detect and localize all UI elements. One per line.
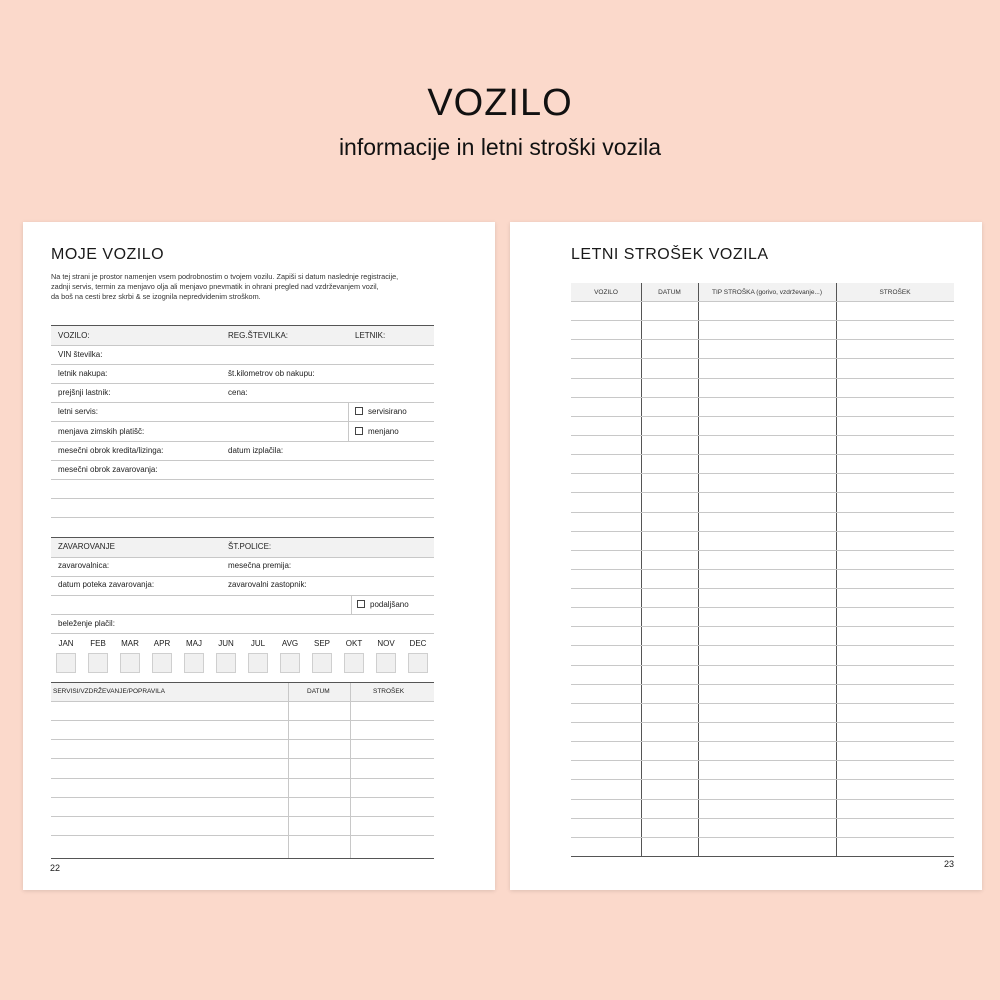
purchase-year-label[interactable]: letnik nakupa: bbox=[58, 369, 108, 378]
month-label: DEC bbox=[409, 639, 427, 648]
row-rule bbox=[51, 835, 434, 836]
extended-label: podaljšano bbox=[370, 600, 409, 609]
header-subtitle: informacije in letni stroški vozila bbox=[338, 134, 662, 160]
right-page-title: LETNI STROŠEK VOZILA bbox=[571, 246, 769, 263]
row-rule bbox=[51, 460, 434, 461]
changed-label: menjano bbox=[368, 427, 399, 436]
row-rule bbox=[51, 816, 434, 817]
vehicle-col-header: VOZILO bbox=[594, 289, 618, 296]
row-rule bbox=[571, 703, 954, 704]
row-rule bbox=[51, 614, 434, 615]
intro-line-2: zadnji servis, termin za menjavo olja ali menjavo pnevmatik in ohrani pregled nad vzdrževanjem vozil, bbox=[51, 282, 379, 291]
page-number: 22 bbox=[50, 863, 61, 873]
vehicle-label: VOZILO: bbox=[58, 331, 90, 340]
row-rule bbox=[571, 358, 954, 359]
row-rule bbox=[571, 741, 954, 742]
monthly-premium-label[interactable]: mesečna premija: bbox=[228, 561, 292, 570]
intro-text bbox=[51, 272, 451, 302]
month-label: JUL bbox=[250, 639, 266, 648]
row-rule bbox=[571, 837, 954, 838]
checkbox-icon bbox=[355, 407, 363, 415]
row-rule bbox=[51, 557, 434, 558]
annual-service-label[interactable]: letni servis: bbox=[58, 407, 99, 416]
month-checkbox[interactable] bbox=[120, 653, 140, 673]
row-rule bbox=[51, 797, 434, 798]
row-rule bbox=[51, 701, 434, 702]
row-rule bbox=[51, 739, 434, 740]
left-page bbox=[23, 222, 495, 890]
month-checkbox[interactable] bbox=[248, 653, 268, 673]
row-rule bbox=[51, 402, 434, 403]
vin-label[interactable]: VIN številka: bbox=[58, 350, 103, 359]
serviced-label: servisirano bbox=[368, 407, 407, 416]
row-rule bbox=[51, 383, 434, 384]
month-checkbox[interactable] bbox=[56, 653, 76, 673]
row-rule bbox=[571, 760, 954, 761]
service-table-bottom-rule bbox=[51, 858, 434, 859]
right-page bbox=[510, 222, 982, 890]
year-label: LETNIK: bbox=[355, 331, 386, 340]
row-rule bbox=[571, 569, 954, 570]
row-rule bbox=[571, 607, 954, 608]
month-label: MAJ bbox=[186, 639, 202, 648]
loan-installment-label[interactable]: mesečni obrok kredita/lizinga: bbox=[58, 446, 164, 455]
checkbox-divider bbox=[351, 595, 352, 614]
row-rule bbox=[571, 339, 954, 340]
month-label: OKT bbox=[345, 639, 363, 648]
extended-checkbox[interactable] bbox=[357, 600, 409, 609]
service-col-header: SERVISI/VZDRŽEVANJE/POPRAVILA bbox=[53, 688, 165, 695]
row-rule bbox=[571, 550, 954, 551]
previous-owner-label[interactable]: prejšnji lastnik: bbox=[58, 388, 111, 397]
row-rule bbox=[571, 531, 954, 532]
left-page-title: MOJE VOZILO bbox=[51, 246, 165, 263]
row-rule bbox=[571, 818, 954, 819]
service-col-divider bbox=[288, 683, 289, 858]
payment-date-label[interactable]: datum izplačila: bbox=[228, 446, 284, 455]
month-label: APR bbox=[153, 639, 171, 648]
month-checkbox[interactable] bbox=[152, 653, 172, 673]
row-rule bbox=[51, 479, 434, 480]
row-rule bbox=[571, 588, 954, 589]
row-rule bbox=[571, 684, 954, 685]
checkbox-icon bbox=[355, 427, 363, 435]
row-rule bbox=[51, 778, 434, 779]
row-rule bbox=[571, 416, 954, 417]
row-rule bbox=[571, 626, 954, 627]
insurance-expiry-label[interactable]: datum poteka zavarovanja: bbox=[58, 580, 155, 589]
row-rule bbox=[571, 301, 954, 302]
mileage-label[interactable]: št.kilometrov ob nakupu: bbox=[228, 369, 315, 378]
row-rule bbox=[571, 435, 954, 436]
month-checkbox[interactable] bbox=[376, 653, 396, 673]
month-label: AVG bbox=[281, 639, 299, 648]
expense-type-col-header: TIP STROŠKA (gorivo, vzdrževanje...) bbox=[711, 289, 823, 296]
payment-log-label: beleženje plačil: bbox=[58, 619, 115, 628]
row-rule bbox=[571, 454, 954, 455]
row-rule bbox=[571, 397, 954, 398]
row-rule bbox=[571, 722, 954, 723]
date-col-header: DATUM bbox=[658, 289, 681, 296]
month-label: SEP bbox=[313, 639, 330, 648]
row-rule bbox=[51, 576, 434, 577]
service-col-divider bbox=[350, 683, 351, 858]
month-label: NOV bbox=[377, 639, 395, 648]
insurance-label: ZAVAROVANJE bbox=[58, 542, 115, 551]
row-rule bbox=[571, 799, 954, 800]
row-rule bbox=[51, 720, 434, 721]
winter-rims-label[interactable]: menjava zimskih platišč: bbox=[58, 427, 145, 436]
month-checkbox[interactable] bbox=[216, 653, 236, 673]
row-rule bbox=[51, 595, 434, 596]
row-rule bbox=[51, 421, 434, 422]
reg-number-label: REG.ŠTEVILKA: bbox=[228, 331, 289, 340]
month-label: FEB bbox=[90, 639, 106, 648]
serviced-checkbox[interactable] bbox=[355, 407, 407, 416]
month-checkbox[interactable] bbox=[344, 653, 364, 673]
checkbox-icon bbox=[357, 600, 365, 608]
month-label: JUN bbox=[218, 639, 234, 648]
row-rule bbox=[51, 758, 434, 759]
cost-table-bottom-rule bbox=[571, 856, 954, 857]
changed-checkbox[interactable] bbox=[355, 427, 399, 436]
checkbox-divider bbox=[348, 402, 349, 441]
date-col-header: DATUM bbox=[307, 688, 330, 695]
price-label[interactable]: cena: bbox=[228, 388, 248, 397]
row-rule bbox=[571, 512, 954, 513]
insurer-label[interactable]: zavarovalnica: bbox=[58, 561, 110, 570]
month-checkbox[interactable] bbox=[184, 653, 204, 673]
page-number: 23 bbox=[944, 859, 955, 869]
month-checkbox[interactable] bbox=[408, 653, 428, 673]
row-rule bbox=[571, 492, 954, 493]
insurance-agent-label[interactable]: zavarovalni zastopnik: bbox=[228, 580, 307, 589]
insurance-installment-label[interactable]: mesečni obrok zavarovanja: bbox=[58, 465, 158, 474]
cost-col-header: STROŠEK bbox=[879, 289, 911, 296]
row-rule bbox=[571, 665, 954, 666]
intro-line-3: da boš na cesti brez skrbi & se izognila nepredvidenim stroškom. bbox=[51, 292, 261, 301]
month-label: MAR bbox=[121, 639, 139, 648]
row-rule bbox=[571, 473, 954, 474]
month-checkbox[interactable] bbox=[88, 653, 108, 673]
intro-line-1: Na tej strani je prostor namenjen vsem podrobnostim o tvojem vozilu. Zapiši si datum naslednje registracije, bbox=[51, 272, 399, 281]
month-checkbox[interactable] bbox=[312, 653, 332, 673]
header-title: VOZILO bbox=[427, 82, 573, 124]
month-checkbox[interactable] bbox=[280, 653, 300, 673]
row-rule bbox=[571, 645, 954, 646]
row-rule bbox=[571, 320, 954, 321]
policy-number-label: ŠT.POLICE: bbox=[228, 542, 272, 551]
row-rule bbox=[51, 517, 434, 518]
row-rule bbox=[51, 498, 434, 499]
row-rule bbox=[571, 378, 954, 379]
row-rule bbox=[571, 779, 954, 780]
cost-col-header: STROŠEK bbox=[373, 688, 405, 695]
row-rule bbox=[51, 441, 434, 442]
month-label: JAN bbox=[58, 639, 74, 648]
row-rule bbox=[51, 345, 434, 346]
row-rule bbox=[51, 364, 434, 365]
row-rule bbox=[51, 633, 434, 634]
